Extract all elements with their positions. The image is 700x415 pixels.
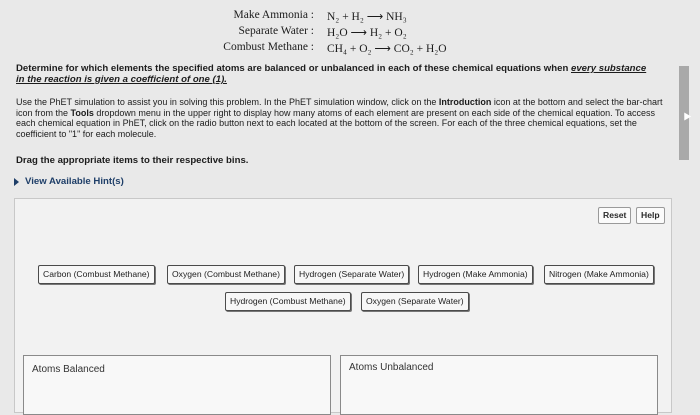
equation-formula: N₂ + H₂ ⟶ NH₃ (327, 11, 407, 23)
item-nitrogen-make-ammonia[interactable]: Nitrogen (Make Ammonia) (544, 265, 654, 284)
instructions (16, 97, 666, 139)
equation-separate-water (0, 25, 700, 40)
item-oxygen-separate-water[interactable]: Oxygen (Separate Water) (361, 292, 469, 311)
item-oxygen-combust-methane[interactable]: Oxygen (Combust Methane) (167, 265, 285, 284)
view-hints-link[interactable] (14, 176, 124, 187)
item-carbon-combust-methane[interactable]: Carbon (Combust Methane) (38, 265, 155, 284)
equation-label: Make Ammonia : (233, 9, 314, 21)
instructions-text: dropdown menu in the upper right to display how many atoms of each element are present on each side of the chemical equation. To access each chemical equation in PhET, click on the radio button next to each located at the bottom of the screen. For each of the three chemical equations, set the coefficient to "1" for each molecule. (16, 107, 656, 139)
equation-label: Separate Water : (238, 25, 314, 37)
caret-right-icon (14, 178, 19, 186)
item-hydrogen-make-ammonia[interactable]: Hydrogen (Make Ammonia) (418, 265, 533, 284)
equation-formula: H₂O ⟶ H₂ + O₂ (327, 27, 407, 39)
equation-combust-methane (0, 41, 700, 56)
question-title-emphasis: every substance (571, 63, 647, 74)
question-title (16, 63, 666, 85)
drag-prompt: Drag the appropriate items to their respective bins. (16, 155, 249, 166)
reset-button[interactable]: Reset (598, 207, 631, 224)
instructions-text: icon at the bottom and select the bar-chart icon from the (16, 97, 663, 118)
bin-label: Atoms Balanced (32, 364, 105, 375)
bin-atoms-unbalanced[interactable] (340, 355, 658, 415)
bin-label: Atoms Unbalanced (349, 362, 434, 373)
equation-formula: CH₄ + O₂ ⟶ CO₂ + H₂O (327, 43, 447, 55)
view-hints-label: View Available Hint(s) (25, 176, 124, 187)
question-title-line2: in the reaction is given a coefficient of one (1). (16, 74, 227, 85)
bin-atoms-balanced[interactable] (23, 355, 331, 415)
item-hydrogen-separate-water[interactable]: Hydrogen (Separate Water) (294, 265, 409, 284)
equation-label: Combust Methane : (223, 41, 314, 53)
instructions-tools: Tools (70, 107, 94, 118)
equation-make-ammonia (0, 9, 700, 24)
question-title-main: Determine for which elements the specified atoms are balanced or unbalanced in each of these chemical equations when (16, 63, 571, 74)
help-button[interactable]: Help (636, 207, 665, 224)
instructions-text: Use the PhET simulation to assist you in solving this problem. In the PhET simulation window, click on the (16, 97, 439, 107)
item-hydrogen-combust-methane[interactable]: Hydrogen (Combust Methane) (225, 292, 351, 311)
instructions-introduction: Introduction (438, 97, 492, 107)
